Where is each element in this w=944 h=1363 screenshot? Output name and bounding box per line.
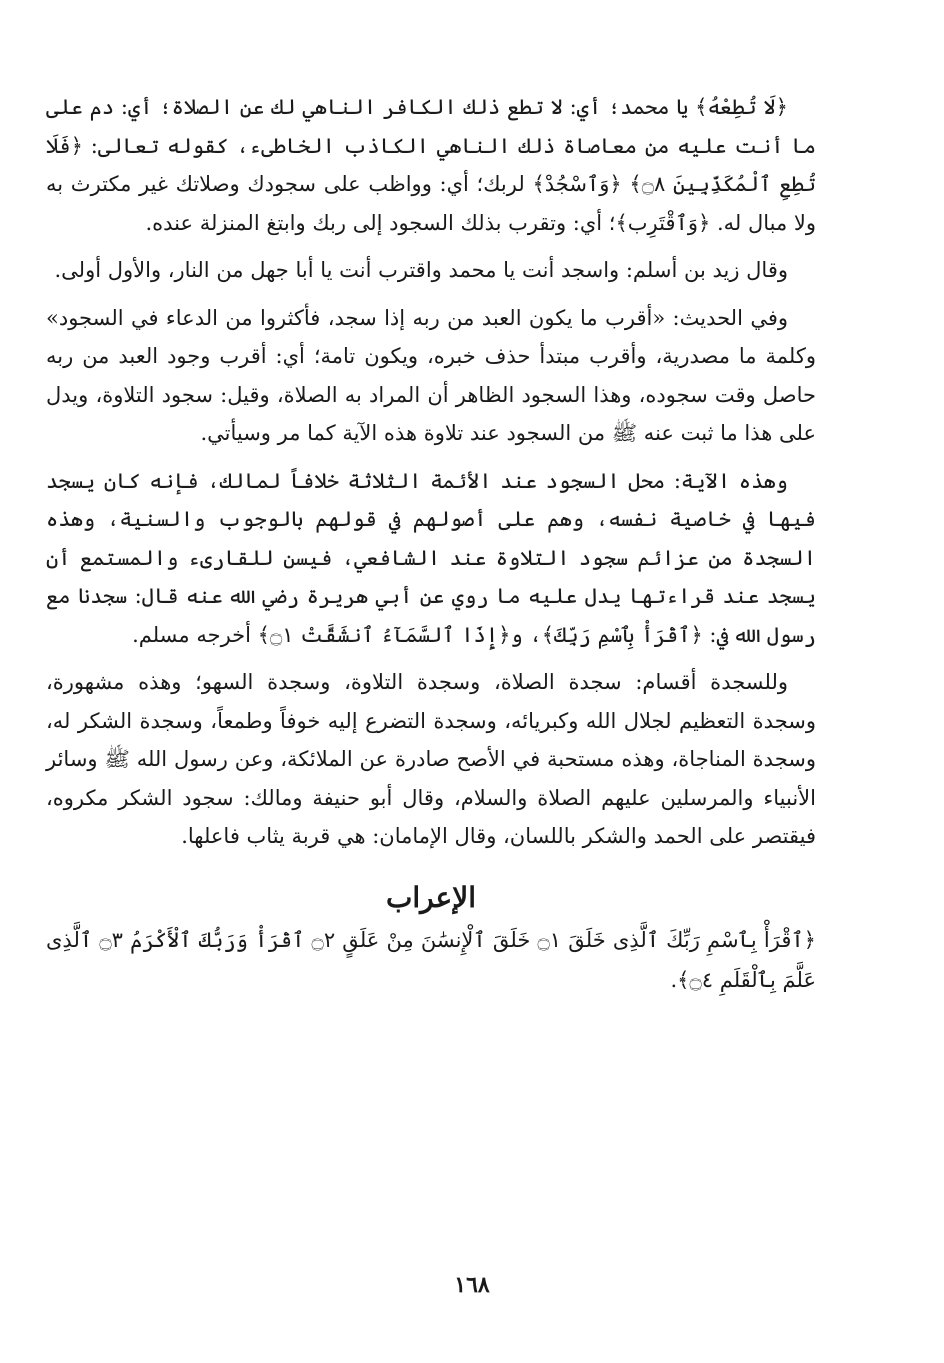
paragraph-4: وهذه الآية: محل السجود عند الأئمة الثلاثة خلافاً لمالك، فإنه كان يسجد فيها في خاصية نفسه، وهم على أصولهم في قولهم بالوجوب والسنية، وهذه السجدة من عزائم سجود التلاوة عند الشافعي، فيسن للقارىء والمستمع أن يسجد عند قراءتها يدل عليه ما روي عن أبي هريرة رضي الله عنه قال: سجدنا مع رسول الله في: ﴿ٱقْرَأْ بِٱسْمِ رَبِّكَ﴾، و﴿إِذَا ٱلسَّمَآءُ ٱنشَقَّتْ ۝١﴾ أخرجه مسلم.	[46, 468, 816, 647]
paragraph-5: وللسجدة أقسام: سجدة الصلاة، وسجدة التلاوة، وسجدة السهو؛ وهذه مشهورة، وسجدة التعظيم لجلال الله وكبريائه، وسجدة التضرع إليه خوفاً وطمعاً، وسجدة الشكر له، وسجدة المناجاة، وهذه مستحبة في الأصح صادرة عن الملائكة، وعن رسول الله ﷺ وسائر الأنبياء والمرسلين عليهم الصلاة والسلام، وقال أبو حنيفة ومالك: سجود الشكر مكروه، فيقتصر على الحمد والشكر باللسان، وقال الإمامان: هي قربة يثاب فاعلها.	[46, 670, 816, 848]
paragraph-1: ﴿لَا تُطِعْهُ﴾ يا محمد؛ أي: لا تطع ذلك الكافر الناهي لك عن الصلاة؛ أي: دم على ما أنت عليه من معاصاة ذلك الناهي الكاذب الخاطىء، كقوله تعالى: ﴿فَلَا تُطِعِ ٱلْمُكَذِّبِينَ ۝٨﴾ ﴿وَٱسْجُدْ﴾ لربك؛ أي: وواظب على سجودك وصلاتك غير مكترث به ولا مبال له. ﴿وَٱقْتَرِب﴾؛ أي: وتقرب بذلك السجود إلى ربك وابتغ المنزلة عنده.	[46, 95, 817, 235]
page-number: ١٦٨	[454, 1272, 490, 1298]
paragraph-2: وقال زيد بن أسلم: واسجد أنت يا محمد واقترب أنت يا أبا جهل من النار، والأول أولى.	[54, 258, 788, 282]
quran-verse: ﴿ٱقْرَأْ بِٱسْمِ رَبِّكَ ٱلَّذِى خَلَقَ ۝١ خَلَقَ ٱلْإِنسَٰنَ مِنْ عَلَقٍ ۝٢ ٱقْرَأْ وَرَبُّكَ ٱلْأَكْرَمُ ۝٣ ٱلَّذِى عَلَّمَ بِٱلْقَلَمِ ۝٤﴾.	[46, 927, 816, 992]
page-content	[46, 88, 816, 1000]
paragraph-3: وفي الحديث: «أقرب ما يكون العبد من ربه إذا سجد، فأكثروا من الدعاء في السجود» وكلمة ما مصدرية، وأقرب مبتدأ حذف خبره، ويكون تامة؛ أي: أقرب وجود العبد من ربه حاصل وقت سجوده، وهذا السجود الظاهر أن المراد به الصلاة، وقيل: سجود التلاوة، ويدل على هذا ما ثبت عنه ﷺ من السجود عند تلاوة هذه الآية كما مر وسيأتي.	[46, 305, 816, 445]
section-heading: الإعراب	[385, 880, 477, 914]
